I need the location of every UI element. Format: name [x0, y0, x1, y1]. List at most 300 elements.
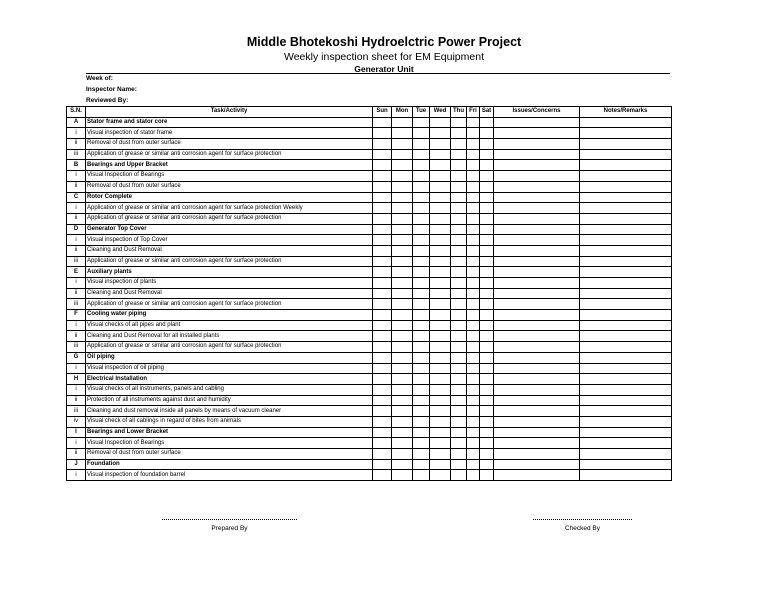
day-check-cell[interactable]: [413, 438, 430, 449]
day-check-cell[interactable]: [392, 449, 413, 460]
day-check-cell[interactable]: [413, 139, 430, 150]
day-check-cell[interactable]: [480, 395, 494, 406]
day-check-cell[interactable]: [413, 256, 430, 267]
day-check-cell[interactable]: [430, 320, 451, 331]
day-check-cell[interactable]: [413, 117, 430, 128]
day-check-cell[interactable]: [413, 449, 430, 460]
day-check-cell[interactable]: [430, 139, 451, 150]
day-check-cell[interactable]: [430, 374, 451, 385]
day-check-cell[interactable]: [451, 224, 467, 235]
day-check-cell[interactable]: [451, 320, 467, 331]
day-check-cell[interactable]: [413, 181, 430, 192]
issues-cell[interactable]: [494, 395, 580, 406]
notes-cell[interactable]: [580, 299, 672, 310]
day-check-cell[interactable]: [480, 171, 494, 182]
day-check-cell[interactable]: [413, 342, 430, 353]
day-check-cell[interactable]: [392, 117, 413, 128]
day-check-cell[interactable]: [413, 406, 430, 417]
day-check-cell[interactable]: [413, 245, 430, 256]
issues-cell[interactable]: [494, 149, 580, 160]
day-check-cell[interactable]: [467, 331, 480, 342]
day-check-cell[interactable]: [467, 459, 480, 470]
day-check-cell[interactable]: [480, 427, 494, 438]
day-check-cell[interactable]: [392, 278, 413, 289]
day-check-cell[interactable]: [467, 267, 480, 278]
day-check-cell[interactable]: [467, 363, 480, 374]
day-check-cell[interactable]: [413, 213, 430, 224]
day-check-cell[interactable]: [413, 310, 430, 321]
notes-cell[interactable]: [580, 352, 672, 363]
notes-cell[interactable]: [580, 256, 672, 267]
day-check-cell[interactable]: [451, 213, 467, 224]
day-check-cell[interactable]: [413, 203, 430, 214]
notes-cell[interactable]: [580, 245, 672, 256]
notes-cell[interactable]: [580, 416, 672, 427]
day-check-cell[interactable]: [451, 117, 467, 128]
notes-cell[interactable]: [580, 128, 672, 139]
notes-cell[interactable]: [580, 310, 672, 321]
day-check-cell[interactable]: [373, 363, 392, 374]
day-check-cell[interactable]: [373, 331, 392, 342]
day-check-cell[interactable]: [451, 149, 467, 160]
day-check-cell[interactable]: [373, 310, 392, 321]
day-check-cell[interactable]: [392, 363, 413, 374]
issues-cell[interactable]: [494, 427, 580, 438]
day-check-cell[interactable]: [413, 128, 430, 139]
day-check-cell[interactable]: [413, 470, 430, 481]
day-check-cell[interactable]: [480, 363, 494, 374]
day-check-cell[interactable]: [451, 288, 467, 299]
day-check-cell[interactable]: [430, 117, 451, 128]
day-check-cell[interactable]: [373, 416, 392, 427]
day-check-cell[interactable]: [373, 235, 392, 246]
day-check-cell[interactable]: [451, 331, 467, 342]
day-check-cell[interactable]: [430, 149, 451, 160]
day-check-cell[interactable]: [480, 470, 494, 481]
day-check-cell[interactable]: [392, 171, 413, 182]
day-check-cell[interactable]: [430, 299, 451, 310]
day-check-cell[interactable]: [480, 256, 494, 267]
day-check-cell[interactable]: [392, 181, 413, 192]
notes-cell[interactable]: [580, 235, 672, 246]
day-check-cell[interactable]: [467, 139, 480, 150]
issues-cell[interactable]: [494, 117, 580, 128]
day-check-cell[interactable]: [392, 342, 413, 353]
day-check-cell[interactable]: [430, 224, 451, 235]
day-check-cell[interactable]: [373, 288, 392, 299]
notes-cell[interactable]: [580, 139, 672, 150]
day-check-cell[interactable]: [430, 384, 451, 395]
day-check-cell[interactable]: [480, 310, 494, 321]
day-check-cell[interactable]: [467, 427, 480, 438]
day-check-cell[interactable]: [430, 449, 451, 460]
day-check-cell[interactable]: [480, 181, 494, 192]
day-check-cell[interactable]: [413, 427, 430, 438]
day-check-cell[interactable]: [392, 245, 413, 256]
day-check-cell[interactable]: [451, 160, 467, 171]
day-check-cell[interactable]: [480, 416, 494, 427]
day-check-cell[interactable]: [413, 149, 430, 160]
day-check-cell[interactable]: [413, 459, 430, 470]
day-check-cell[interactable]: [451, 256, 467, 267]
day-check-cell[interactable]: [467, 395, 480, 406]
day-check-cell[interactable]: [430, 128, 451, 139]
day-check-cell[interactable]: [413, 192, 430, 203]
issues-cell[interactable]: [494, 288, 580, 299]
day-check-cell[interactable]: [467, 320, 480, 331]
day-check-cell[interactable]: [392, 203, 413, 214]
day-check-cell[interactable]: [373, 224, 392, 235]
day-check-cell[interactable]: [373, 192, 392, 203]
issues-cell[interactable]: [494, 139, 580, 150]
day-check-cell[interactable]: [451, 470, 467, 481]
notes-cell[interactable]: [580, 149, 672, 160]
day-check-cell[interactable]: [413, 278, 430, 289]
day-check-cell[interactable]: [430, 416, 451, 427]
day-check-cell[interactable]: [430, 470, 451, 481]
day-check-cell[interactable]: [373, 160, 392, 171]
issues-cell[interactable]: [494, 278, 580, 289]
day-check-cell[interactable]: [392, 395, 413, 406]
day-check-cell[interactable]: [373, 149, 392, 160]
day-check-cell[interactable]: [451, 427, 467, 438]
day-check-cell[interactable]: [373, 449, 392, 460]
day-check-cell[interactable]: [430, 395, 451, 406]
issues-cell[interactable]: [494, 331, 580, 342]
day-check-cell[interactable]: [480, 117, 494, 128]
day-check-cell[interactable]: [430, 342, 451, 353]
day-check-cell[interactable]: [467, 128, 480, 139]
day-check-cell[interactable]: [480, 224, 494, 235]
day-check-cell[interactable]: [430, 245, 451, 256]
day-check-cell[interactable]: [413, 363, 430, 374]
day-check-cell[interactable]: [413, 288, 430, 299]
day-check-cell[interactable]: [451, 267, 467, 278]
day-check-cell[interactable]: [430, 278, 451, 289]
issues-cell[interactable]: [494, 310, 580, 321]
notes-cell[interactable]: [580, 331, 672, 342]
day-check-cell[interactable]: [392, 438, 413, 449]
day-check-cell[interactable]: [373, 203, 392, 214]
day-check-cell[interactable]: [430, 459, 451, 470]
day-check-cell[interactable]: [373, 384, 392, 395]
day-check-cell[interactable]: [480, 299, 494, 310]
day-check-cell[interactable]: [373, 267, 392, 278]
day-check-cell[interactable]: [467, 352, 480, 363]
day-check-cell[interactable]: [392, 331, 413, 342]
day-check-cell[interactable]: [451, 310, 467, 321]
day-check-cell[interactable]: [392, 235, 413, 246]
day-check-cell[interactable]: [413, 384, 430, 395]
day-check-cell[interactable]: [467, 416, 480, 427]
day-check-cell[interactable]: [467, 203, 480, 214]
issues-cell[interactable]: [494, 416, 580, 427]
day-check-cell[interactable]: [373, 128, 392, 139]
issues-cell[interactable]: [494, 406, 580, 417]
day-check-cell[interactable]: [467, 235, 480, 246]
day-check-cell[interactable]: [467, 299, 480, 310]
day-check-cell[interactable]: [480, 384, 494, 395]
day-check-cell[interactable]: [373, 406, 392, 417]
day-check-cell[interactable]: [392, 149, 413, 160]
day-check-cell[interactable]: [392, 128, 413, 139]
day-check-cell[interactable]: [373, 352, 392, 363]
day-check-cell[interactable]: [430, 363, 451, 374]
day-check-cell[interactable]: [467, 213, 480, 224]
day-check-cell[interactable]: [467, 278, 480, 289]
day-check-cell[interactable]: [480, 149, 494, 160]
day-check-cell[interactable]: [373, 320, 392, 331]
day-check-cell[interactable]: [373, 181, 392, 192]
day-check-cell[interactable]: [392, 352, 413, 363]
day-check-cell[interactable]: [467, 256, 480, 267]
issues-cell[interactable]: [494, 235, 580, 246]
day-check-cell[interactable]: [451, 374, 467, 385]
day-check-cell[interactable]: [413, 331, 430, 342]
day-check-cell[interactable]: [480, 406, 494, 417]
day-check-cell[interactable]: [413, 374, 430, 385]
day-check-cell[interactable]: [480, 192, 494, 203]
day-check-cell[interactable]: [373, 256, 392, 267]
day-check-cell[interactable]: [451, 139, 467, 150]
day-check-cell[interactable]: [480, 342, 494, 353]
day-check-cell[interactable]: [430, 256, 451, 267]
day-check-cell[interactable]: [451, 449, 467, 460]
issues-cell[interactable]: [494, 320, 580, 331]
day-check-cell[interactable]: [480, 288, 494, 299]
day-check-cell[interactable]: [451, 363, 467, 374]
day-check-cell[interactable]: [430, 160, 451, 171]
day-check-cell[interactable]: [413, 267, 430, 278]
day-check-cell[interactable]: [451, 342, 467, 353]
day-check-cell[interactable]: [373, 299, 392, 310]
day-check-cell[interactable]: [480, 267, 494, 278]
notes-cell[interactable]: [580, 427, 672, 438]
day-check-cell[interactable]: [430, 406, 451, 417]
day-check-cell[interactable]: [451, 406, 467, 417]
day-check-cell[interactable]: [480, 374, 494, 385]
day-check-cell[interactable]: [392, 213, 413, 224]
day-check-cell[interactable]: [467, 192, 480, 203]
day-check-cell[interactable]: [392, 139, 413, 150]
day-check-cell[interactable]: [392, 160, 413, 171]
day-check-cell[interactable]: [373, 213, 392, 224]
day-check-cell[interactable]: [451, 416, 467, 427]
day-check-cell[interactable]: [480, 235, 494, 246]
day-check-cell[interactable]: [480, 438, 494, 449]
day-check-cell[interactable]: [430, 288, 451, 299]
day-check-cell[interactable]: [480, 278, 494, 289]
issues-cell[interactable]: [494, 213, 580, 224]
day-check-cell[interactable]: [480, 352, 494, 363]
day-check-cell[interactable]: [373, 470, 392, 481]
day-check-cell[interactable]: [451, 278, 467, 289]
day-check-cell[interactable]: [480, 245, 494, 256]
day-check-cell[interactable]: [451, 245, 467, 256]
day-check-cell[interactable]: [392, 310, 413, 321]
day-check-cell[interactable]: [373, 245, 392, 256]
day-check-cell[interactable]: [430, 427, 451, 438]
issues-cell[interactable]: [494, 374, 580, 385]
day-check-cell[interactable]: [467, 245, 480, 256]
notes-cell[interactable]: [580, 213, 672, 224]
notes-cell[interactable]: [580, 181, 672, 192]
day-check-cell[interactable]: [467, 470, 480, 481]
day-check-cell[interactable]: [413, 416, 430, 427]
day-check-cell[interactable]: [392, 416, 413, 427]
notes-cell[interactable]: [580, 374, 672, 385]
day-check-cell[interactable]: [480, 128, 494, 139]
issues-cell[interactable]: [494, 128, 580, 139]
day-check-cell[interactable]: [451, 438, 467, 449]
day-check-cell[interactable]: [413, 235, 430, 246]
day-check-cell[interactable]: [451, 459, 467, 470]
day-check-cell[interactable]: [430, 192, 451, 203]
day-check-cell[interactable]: [480, 139, 494, 150]
notes-cell[interactable]: [580, 459, 672, 470]
day-check-cell[interactable]: [451, 352, 467, 363]
day-check-cell[interactable]: [451, 384, 467, 395]
issues-cell[interactable]: [494, 224, 580, 235]
issues-cell[interactable]: [494, 342, 580, 353]
day-check-cell[interactable]: [392, 192, 413, 203]
notes-cell[interactable]: [580, 438, 672, 449]
day-check-cell[interactable]: [467, 117, 480, 128]
day-check-cell[interactable]: [430, 181, 451, 192]
day-check-cell[interactable]: [480, 203, 494, 214]
day-check-cell[interactable]: [480, 160, 494, 171]
issues-cell[interactable]: [494, 181, 580, 192]
day-check-cell[interactable]: [392, 288, 413, 299]
day-check-cell[interactable]: [430, 235, 451, 246]
day-check-cell[interactable]: [451, 395, 467, 406]
issues-cell[interactable]: [494, 192, 580, 203]
day-check-cell[interactable]: [451, 235, 467, 246]
notes-cell[interactable]: [580, 117, 672, 128]
notes-cell[interactable]: [580, 278, 672, 289]
day-check-cell[interactable]: [451, 128, 467, 139]
day-check-cell[interactable]: [392, 374, 413, 385]
day-check-cell[interactable]: [451, 203, 467, 214]
issues-cell[interactable]: [494, 171, 580, 182]
notes-cell[interactable]: [580, 470, 672, 481]
notes-cell[interactable]: [580, 342, 672, 353]
notes-cell[interactable]: [580, 203, 672, 214]
day-check-cell[interactable]: [467, 171, 480, 182]
day-check-cell[interactable]: [480, 449, 494, 460]
day-check-cell[interactable]: [430, 267, 451, 278]
day-check-cell[interactable]: [480, 213, 494, 224]
day-check-cell[interactable]: [451, 192, 467, 203]
day-check-cell[interactable]: [373, 171, 392, 182]
notes-cell[interactable]: [580, 320, 672, 331]
issues-cell[interactable]: [494, 256, 580, 267]
day-check-cell[interactable]: [373, 117, 392, 128]
day-check-cell[interactable]: [480, 320, 494, 331]
day-check-cell[interactable]: [392, 224, 413, 235]
day-check-cell[interactable]: [373, 459, 392, 470]
notes-cell[interactable]: [580, 171, 672, 182]
day-check-cell[interactable]: [467, 384, 480, 395]
issues-cell[interactable]: [494, 352, 580, 363]
issues-cell[interactable]: [494, 363, 580, 374]
day-check-cell[interactable]: [373, 278, 392, 289]
day-check-cell[interactable]: [392, 384, 413, 395]
day-check-cell[interactable]: [451, 171, 467, 182]
day-check-cell[interactable]: [392, 459, 413, 470]
day-check-cell[interactable]: [430, 331, 451, 342]
day-check-cell[interactable]: [467, 288, 480, 299]
day-check-cell[interactable]: [467, 310, 480, 321]
day-check-cell[interactable]: [467, 342, 480, 353]
day-check-cell[interactable]: [392, 256, 413, 267]
day-check-cell[interactable]: [480, 331, 494, 342]
day-check-cell[interactable]: [430, 171, 451, 182]
day-check-cell[interactable]: [413, 320, 430, 331]
day-check-cell[interactable]: [373, 342, 392, 353]
issues-cell[interactable]: [494, 267, 580, 278]
day-check-cell[interactable]: [373, 395, 392, 406]
day-check-cell[interactable]: [413, 395, 430, 406]
issues-cell[interactable]: [494, 299, 580, 310]
issues-cell[interactable]: [494, 160, 580, 171]
day-check-cell[interactable]: [392, 406, 413, 417]
day-check-cell[interactable]: [430, 352, 451, 363]
notes-cell[interactable]: [580, 406, 672, 417]
day-check-cell[interactable]: [413, 160, 430, 171]
day-check-cell[interactable]: [430, 438, 451, 449]
day-check-cell[interactable]: [430, 310, 451, 321]
day-check-cell[interactable]: [392, 320, 413, 331]
day-check-cell[interactable]: [430, 213, 451, 224]
issues-cell[interactable]: [494, 459, 580, 470]
day-check-cell[interactable]: [392, 299, 413, 310]
day-check-cell[interactable]: [373, 374, 392, 385]
day-check-cell[interactable]: [413, 224, 430, 235]
day-check-cell[interactable]: [467, 438, 480, 449]
notes-cell[interactable]: [580, 395, 672, 406]
day-check-cell[interactable]: [467, 160, 480, 171]
notes-cell[interactable]: [580, 224, 672, 235]
issues-cell[interactable]: [494, 449, 580, 460]
day-check-cell[interactable]: [467, 374, 480, 385]
day-check-cell[interactable]: [373, 139, 392, 150]
day-check-cell[interactable]: [467, 224, 480, 235]
notes-cell[interactable]: [580, 449, 672, 460]
day-check-cell[interactable]: [467, 181, 480, 192]
notes-cell[interactable]: [580, 267, 672, 278]
day-check-cell[interactable]: [413, 299, 430, 310]
issues-cell[interactable]: [494, 438, 580, 449]
day-check-cell[interactable]: [392, 427, 413, 438]
issues-cell[interactable]: [494, 203, 580, 214]
day-check-cell[interactable]: [467, 406, 480, 417]
day-check-cell[interactable]: [413, 352, 430, 363]
issues-cell[interactable]: [494, 384, 580, 395]
notes-cell[interactable]: [580, 160, 672, 171]
day-check-cell[interactable]: [467, 449, 480, 460]
day-check-cell[interactable]: [430, 203, 451, 214]
issues-cell[interactable]: [494, 470, 580, 481]
notes-cell[interactable]: [580, 363, 672, 374]
day-check-cell[interactable]: [373, 438, 392, 449]
day-check-cell[interactable]: [373, 427, 392, 438]
notes-cell[interactable]: [580, 288, 672, 299]
issues-cell[interactable]: [494, 245, 580, 256]
day-check-cell[interactable]: [413, 171, 430, 182]
day-check-cell[interactable]: [451, 181, 467, 192]
day-check-cell[interactable]: [451, 299, 467, 310]
